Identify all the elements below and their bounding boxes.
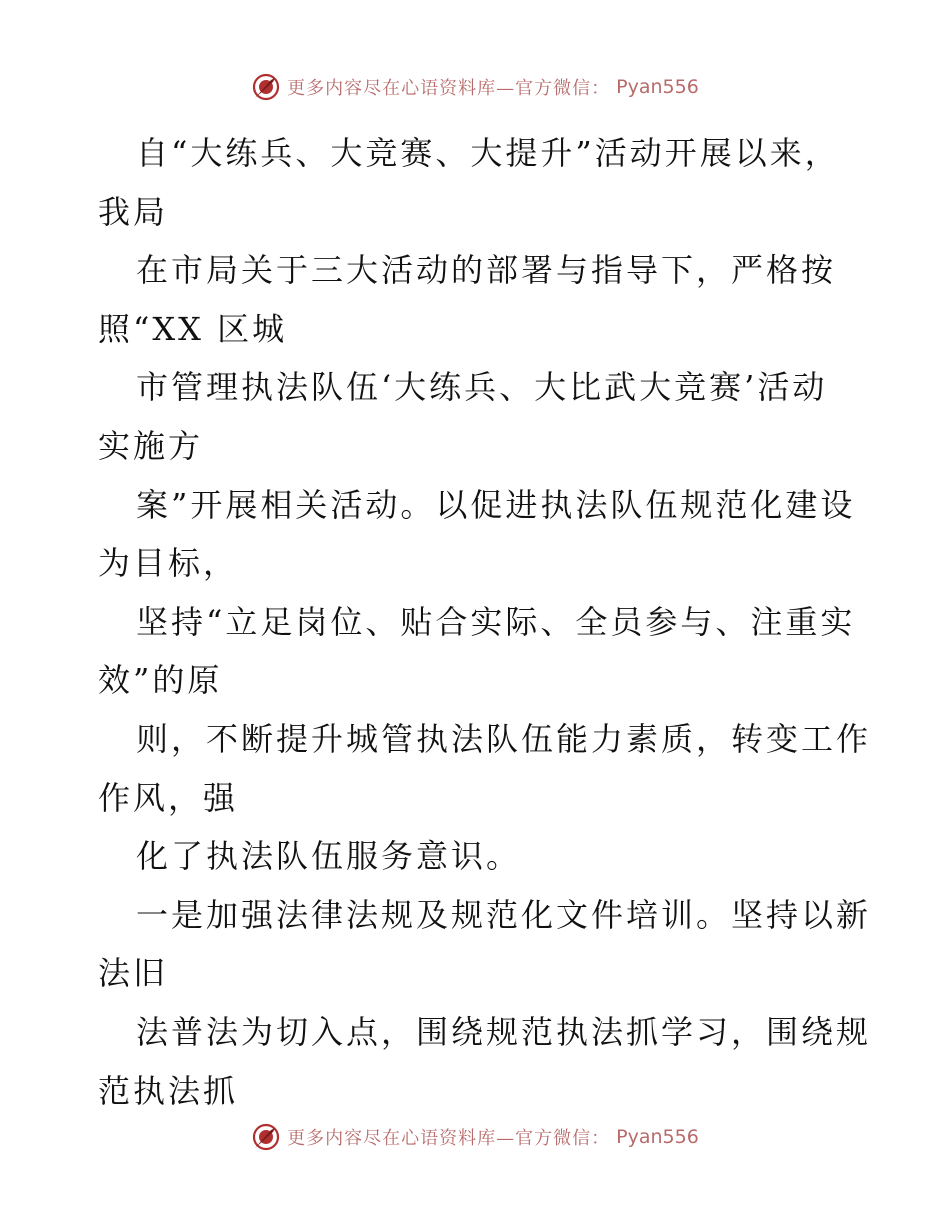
body-line: 为目标， [98, 544, 239, 583]
watermark-handle: Pyan556 [616, 76, 699, 98]
quill-pen-logo-icon [251, 1122, 281, 1152]
watermark-text: 更多内容尽在心语资料库—官方微信： [287, 78, 611, 99]
body-line: 化了执法队伍服务意识。 [136, 837, 522, 876]
watermark-handle: Pyan556 [616, 1126, 699, 1148]
body-line: 坚持“立足岗位、贴合实际、全员参与、注重实 [136, 602, 856, 641]
body-line: 案”开展相关活动。以促进执法队伍规范化建设 [136, 485, 856, 524]
watermark-text: 更多内容尽在心语资料库—官方微信： [287, 1128, 611, 1149]
body-line: 自“大练兵、大竞赛、大提升”活动开展以来， [136, 134, 840, 172]
body-line: 照“XX 区城 [98, 309, 288, 348]
body-line: 一是加强法律法规及规范化文件培训。坚持以新 [136, 895, 872, 934]
quill-pen-logo-icon [251, 72, 281, 102]
body-line: 作风，强 [98, 778, 239, 817]
body-line: 范执法抓 [98, 1071, 239, 1110]
header-watermark [0, 72, 950, 102]
body-line: 市管理执法队伍‘大练兵、大比武大竞赛’活动 [136, 368, 828, 407]
body-line: 我局 [98, 192, 169, 231]
body-line: 实施方 [98, 426, 204, 465]
body-line: 效”的原 [98, 661, 223, 700]
body-line: 则，不断提升城管执法队伍能力素质，转变工作 [136, 719, 872, 758]
body-line: 法旧 [98, 954, 169, 993]
document-body [98, 124, 872, 1120]
footer-watermark [0, 1122, 950, 1152]
body-line: 法普法为切入点，围绕规范执法抓学习，围绕规 [136, 1012, 872, 1051]
body-line: 在市局关于三大活动的部署与指导下，严格按 [136, 251, 837, 290]
